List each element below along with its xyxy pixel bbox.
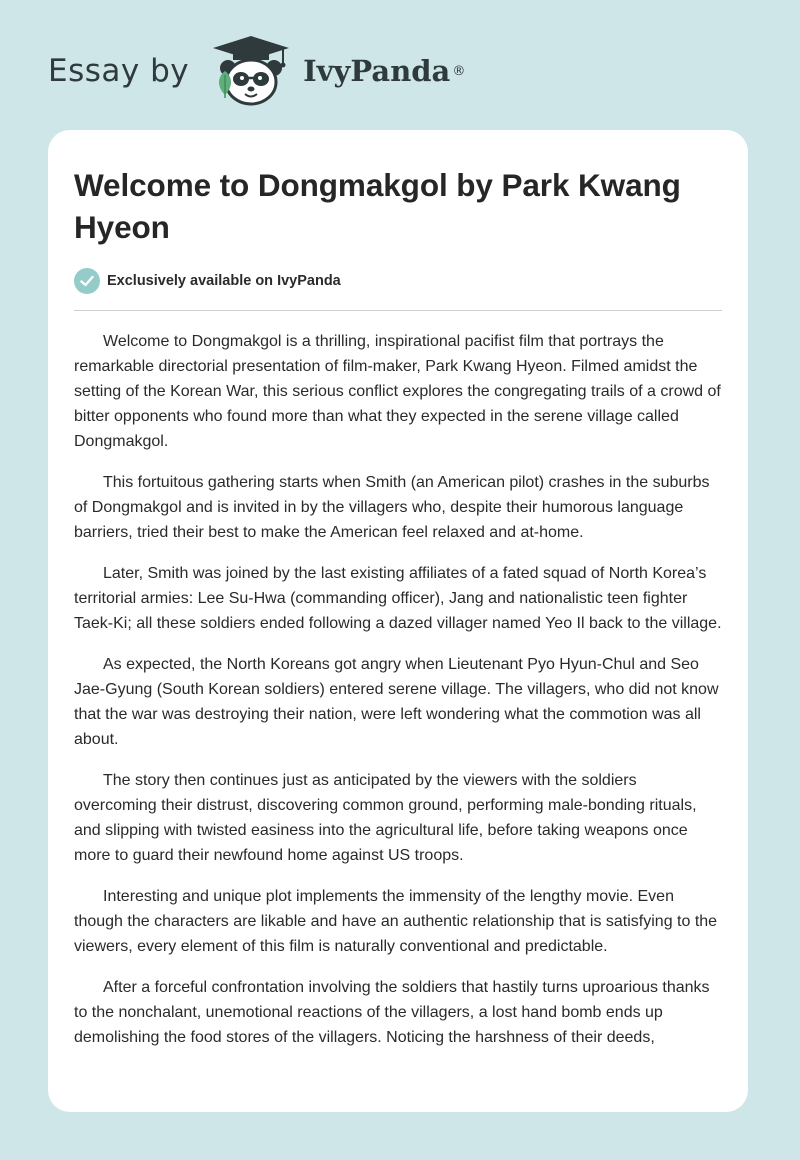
- essay-paragraph: This fortuitous gathering starts when Smith (an American pilot) crashes in the suburbs of Dongmakgol and is invited in by the villagers who, despite their humorous language barriers, tried their best to make the American feel relaxed and at-home.: [74, 474, 710, 541]
- essay-card: [48, 130, 748, 1112]
- essay-paragraph: Interesting and unique plot implements the immensity of the lengthy movie. Even though the characters are likable and have an authentic relationship that is satisfying to the viewers, every element of this film is naturally conventional and predictable.: [74, 888, 718, 955]
- registered-mark: ®: [452, 63, 466, 79]
- essay-paragraph: After a forceful confrontation involving the soldiers that hastily turns uproarious thanks to the nonchalant, unemotional reactions of the villagers, a lost hand bomb ends up demolishing the food stores of the villagers. Noticing the harshness of their deeds,: [74, 979, 710, 1046]
- brand-prefix: Essay by: [48, 53, 190, 89]
- essay-paragraph: As expected, the North Koreans got angry when Lieutenant Pyo Hyun-Chul and Seo Jae-Gyung (South Korean soldiers) entered serene village. The villagers, who did not know that the war was destroying their nation, were left wondering what the commotion was all about.: [74, 656, 719, 748]
- essay-paragraph: The story then continues just as anticipated by the viewers with the soldiers overcoming their distrust, discovering common ground, performing male-bonding rituals, and slipping with twisted easiness into the agricultural life, before taking weapons once more to guard their newfound home against US troops.: [74, 772, 697, 864]
- leaf-icon: [215, 69, 235, 99]
- essay-title: Welcome to Dongmakgol by Park Kwang Hyeon: [74, 167, 681, 245]
- exclusive-banner: [74, 268, 722, 311]
- check-icon: [74, 268, 100, 294]
- essay-paragraph: Later, Smith was joined by the last existing affiliates of a fated squad of North Korea’s territorial armies: Lee Su-Hwa (commanding officer), Jang and nationalistic teen fighter Taek-Ki; all these soldiers ended following a dazed villager named Yeo Il back to the village.: [74, 565, 722, 632]
- brand-header: [48, 34, 465, 108]
- essay-paragraph: Welcome to Dongmakgol is a thrilling, inspirational pacifist film that portrays the remarkable directorial presentation of film-maker, Park Kwang Hyeon. Filmed amidst the setting of the Korean War, this serious conflict explores the congregating trails of a crowd of bitter opponents who found more than what they expected in the serene village called Dongmakgol.: [74, 333, 721, 450]
- exclusive-label: Exclusively available on IvyPanda: [107, 273, 341, 289]
- essay-body: [74, 329, 722, 1050]
- brand-name: IvyPanda: [303, 54, 451, 88]
